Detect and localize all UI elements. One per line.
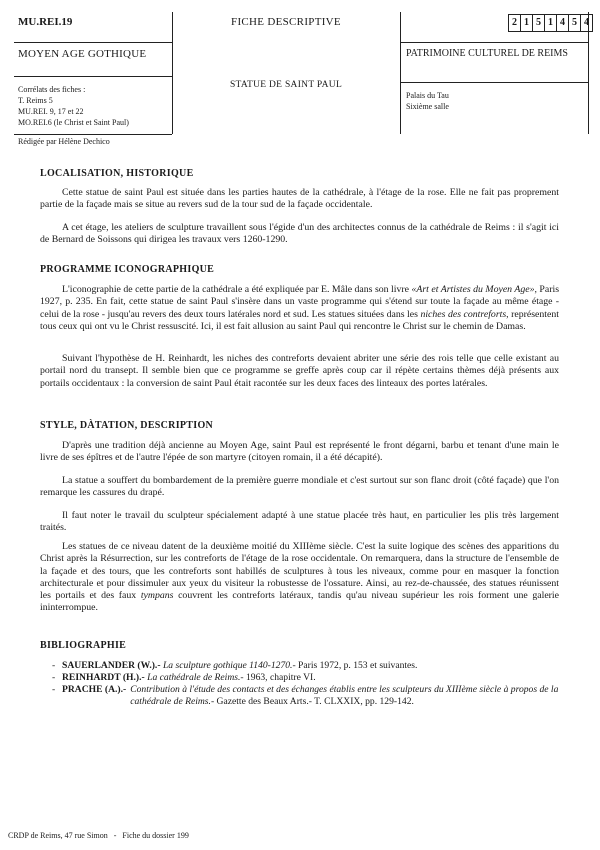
bullet-dash: - [52,672,56,683]
correlat-item: MO.REI.6 (le Christ et Saint Paul) [18,118,129,127]
paragraph [40,541,559,615]
bibliography-entry [52,672,567,684]
divider [400,42,588,43]
bib-details: Paris 1972, p. 153 et suivantes. [298,660,418,671]
bibliography-entry [52,684,567,708]
header-right-column [400,12,588,134]
bib-title: La cathédrale de Reims.- [147,672,244,683]
period-label: MOYEN AGE GOTHIQUE [18,48,147,60]
bibliography-entry [52,660,567,672]
section-title: STYLE, DÀTATION, DESCRIPTION [40,420,214,431]
text-run: Les statues de ce niveau datent de la deuxième moitié du XIIIème siècle. C'est la suite logique des scènes des apparitions du Christ après la Résurrection, sur les contreforts de l'étage de la rose occidentale. On remarquera, dans la structure de l'ensemble de la façade et des tours, que les contreforts sont habillés de sculptures à tous les niveaux, comme pour en masquer la fonction architecturale et pour dissimuler aux yeux du visiteur la robustesse de l'ossature. Ainsi, au rez-de-chaussée, des statues réunissent les portails et des faux [40,541,559,602]
bibliography-list [52,660,567,708]
divider [400,82,588,83]
footer-separator: - [113,831,117,840]
author-note: Rédigée par Hélène Dechico [18,137,110,146]
register-digit: 1 [545,15,557,31]
paragraph [40,284,559,333]
correlat-item: T. Reims 5 [18,96,53,105]
emphasis: tympans [140,590,174,602]
bib-author: SAUERLANDER (W.).- [62,660,161,671]
paragraph: Cette statue de saint Paul est située dans les parties hautes de la cathédrale, à l'étage de la rose. Elle ne fait pas proprement partie de la façade mais se situe au revers sud de la tour sud de la façade occidentale. [40,187,559,211]
register-digit: 5 [533,15,545,31]
bib-details: Gazette des Beaux Arts.- T. CLXXIX, pp. 129-142. [216,696,414,707]
bib-body [130,684,567,708]
section-title: BIBLIOGRAPHIE [40,640,127,651]
location-line: Sixième salle [406,102,449,111]
header-center-column [172,12,401,134]
text-run: couvrent les contreforts latéraux, tandis qu'au niveau supérieur les rois forment une galerie ininterrompue. [40,590,560,614]
text-run: , représentent tous ceux qui ont vu le Christ ressuscité. Ici, il est fait allusion au saint Paul qui rencontre le Christ sur le chemin de Damas. [40,308,559,332]
paragraph: La statue a souffert du bombardement de la première guerre mondiale et c'est surtout sur son flanc droit (côté façade) que l'on remarque les cassures du drapé. [40,475,559,499]
divider [14,42,172,43]
bullet-dash: - [52,660,56,671]
serial-number: MU.REI.19 [18,16,73,28]
register-digit: 4 [557,15,569,31]
paragraph: Suivant l'hypothèse de H. Reinhardt, les niches des contreforts devaient abriter une série des rois telle que celle existant au portail nord du transept. Il semble bien que ce programme se greffe après coup car il répète certains thèmes déjà présents aux portails occidentaux : la conversion de saint Paul était racontée sur les deux faces des linteaux des portes latérales. [40,353,559,389]
correlat-item: MU.REI. 9, 17 et 22 [18,107,84,116]
bullet-dash: - [52,684,56,695]
book-title: «Art et Artistes du Moyen Age» [411,284,535,295]
bib-author: PRACHE (A.).- [62,684,127,695]
header-left-column [14,12,173,134]
divider [14,76,172,77]
page-footer [8,831,189,840]
text-run: , Paris 1927, p. 235. En fait, cette statue de saint Paul s'insère dans un vaste programme qui s'étend sur toute la façade au même étage - celui de la rose - jusqu'au revers des deux tours latérales nord et sud. Les statues situées dans les [40,284,560,320]
register-number [508,14,593,32]
paragraph: Il faut noter le travail du sculpteur spécialement adapté à une statue placée très haut, en particulier les plis très largement traités. [40,510,559,534]
document-type: FICHE DESCRIPTIVE [231,16,341,28]
bib-title: Contribution à l'étude des contacts et des échanges établis entre les sculpteurs du XIIIème siècle à propos de la cathédrale de Reims.- [130,684,559,707]
register-digit: 5 [569,15,581,31]
section-title: LOCALISATION, HISTORIQUE [40,168,194,179]
divider [14,134,172,135]
location-line: Palais du Tau [406,91,449,100]
correlats-block [18,84,129,128]
bib-title: La sculpture gothique 1140-1270.- [162,660,296,671]
paragraph: A cet étage, les ateliers de sculpture travaillent sous l'égide d'un des architectes connus de la cathédrale de Reims : il s'agit ici de Bernard de Soissons qui dirigea les travaux vers 1260-1290. [40,222,559,246]
text-run: L'iconographie de cette partie de la cathédrale a été expliquée par E. Mâle dans son livre [62,284,409,295]
correlats-label: Corrélats des fiches : [18,85,86,94]
register-digit: 1 [521,15,533,31]
document-subject: STATUE DE SAINT PAUL [229,80,343,90]
bib-author: REINHARDT (H.).- [62,672,145,683]
section-title: PROGRAMME ICONOGRAPHIQUE [40,264,215,275]
paragraph: D'après une tradition déjà ancienne au Moyen Age, saint Paul est représenté le front dégarni, barbu et tenant d'une main le livre de ses épîtres et de l'autre l'épée de son martyre (citoyen romain, il a été décapité). [40,440,559,464]
header-grid [14,12,589,134]
footer-publisher: CRDP de Reims, 47 rue Simon [8,831,108,840]
register-digit: 2 [509,15,521,31]
emphasis: niches des contreforts [420,308,507,320]
institution-name: PATRIMOINE CULTUREL DE REIMS [406,48,568,59]
footer-dossier: Fiche du dossier 199 [122,831,189,840]
location-block [406,90,449,112]
register-digit: 4 [584,17,589,28]
bib-details: 1963, chapitre VI. [245,672,316,683]
